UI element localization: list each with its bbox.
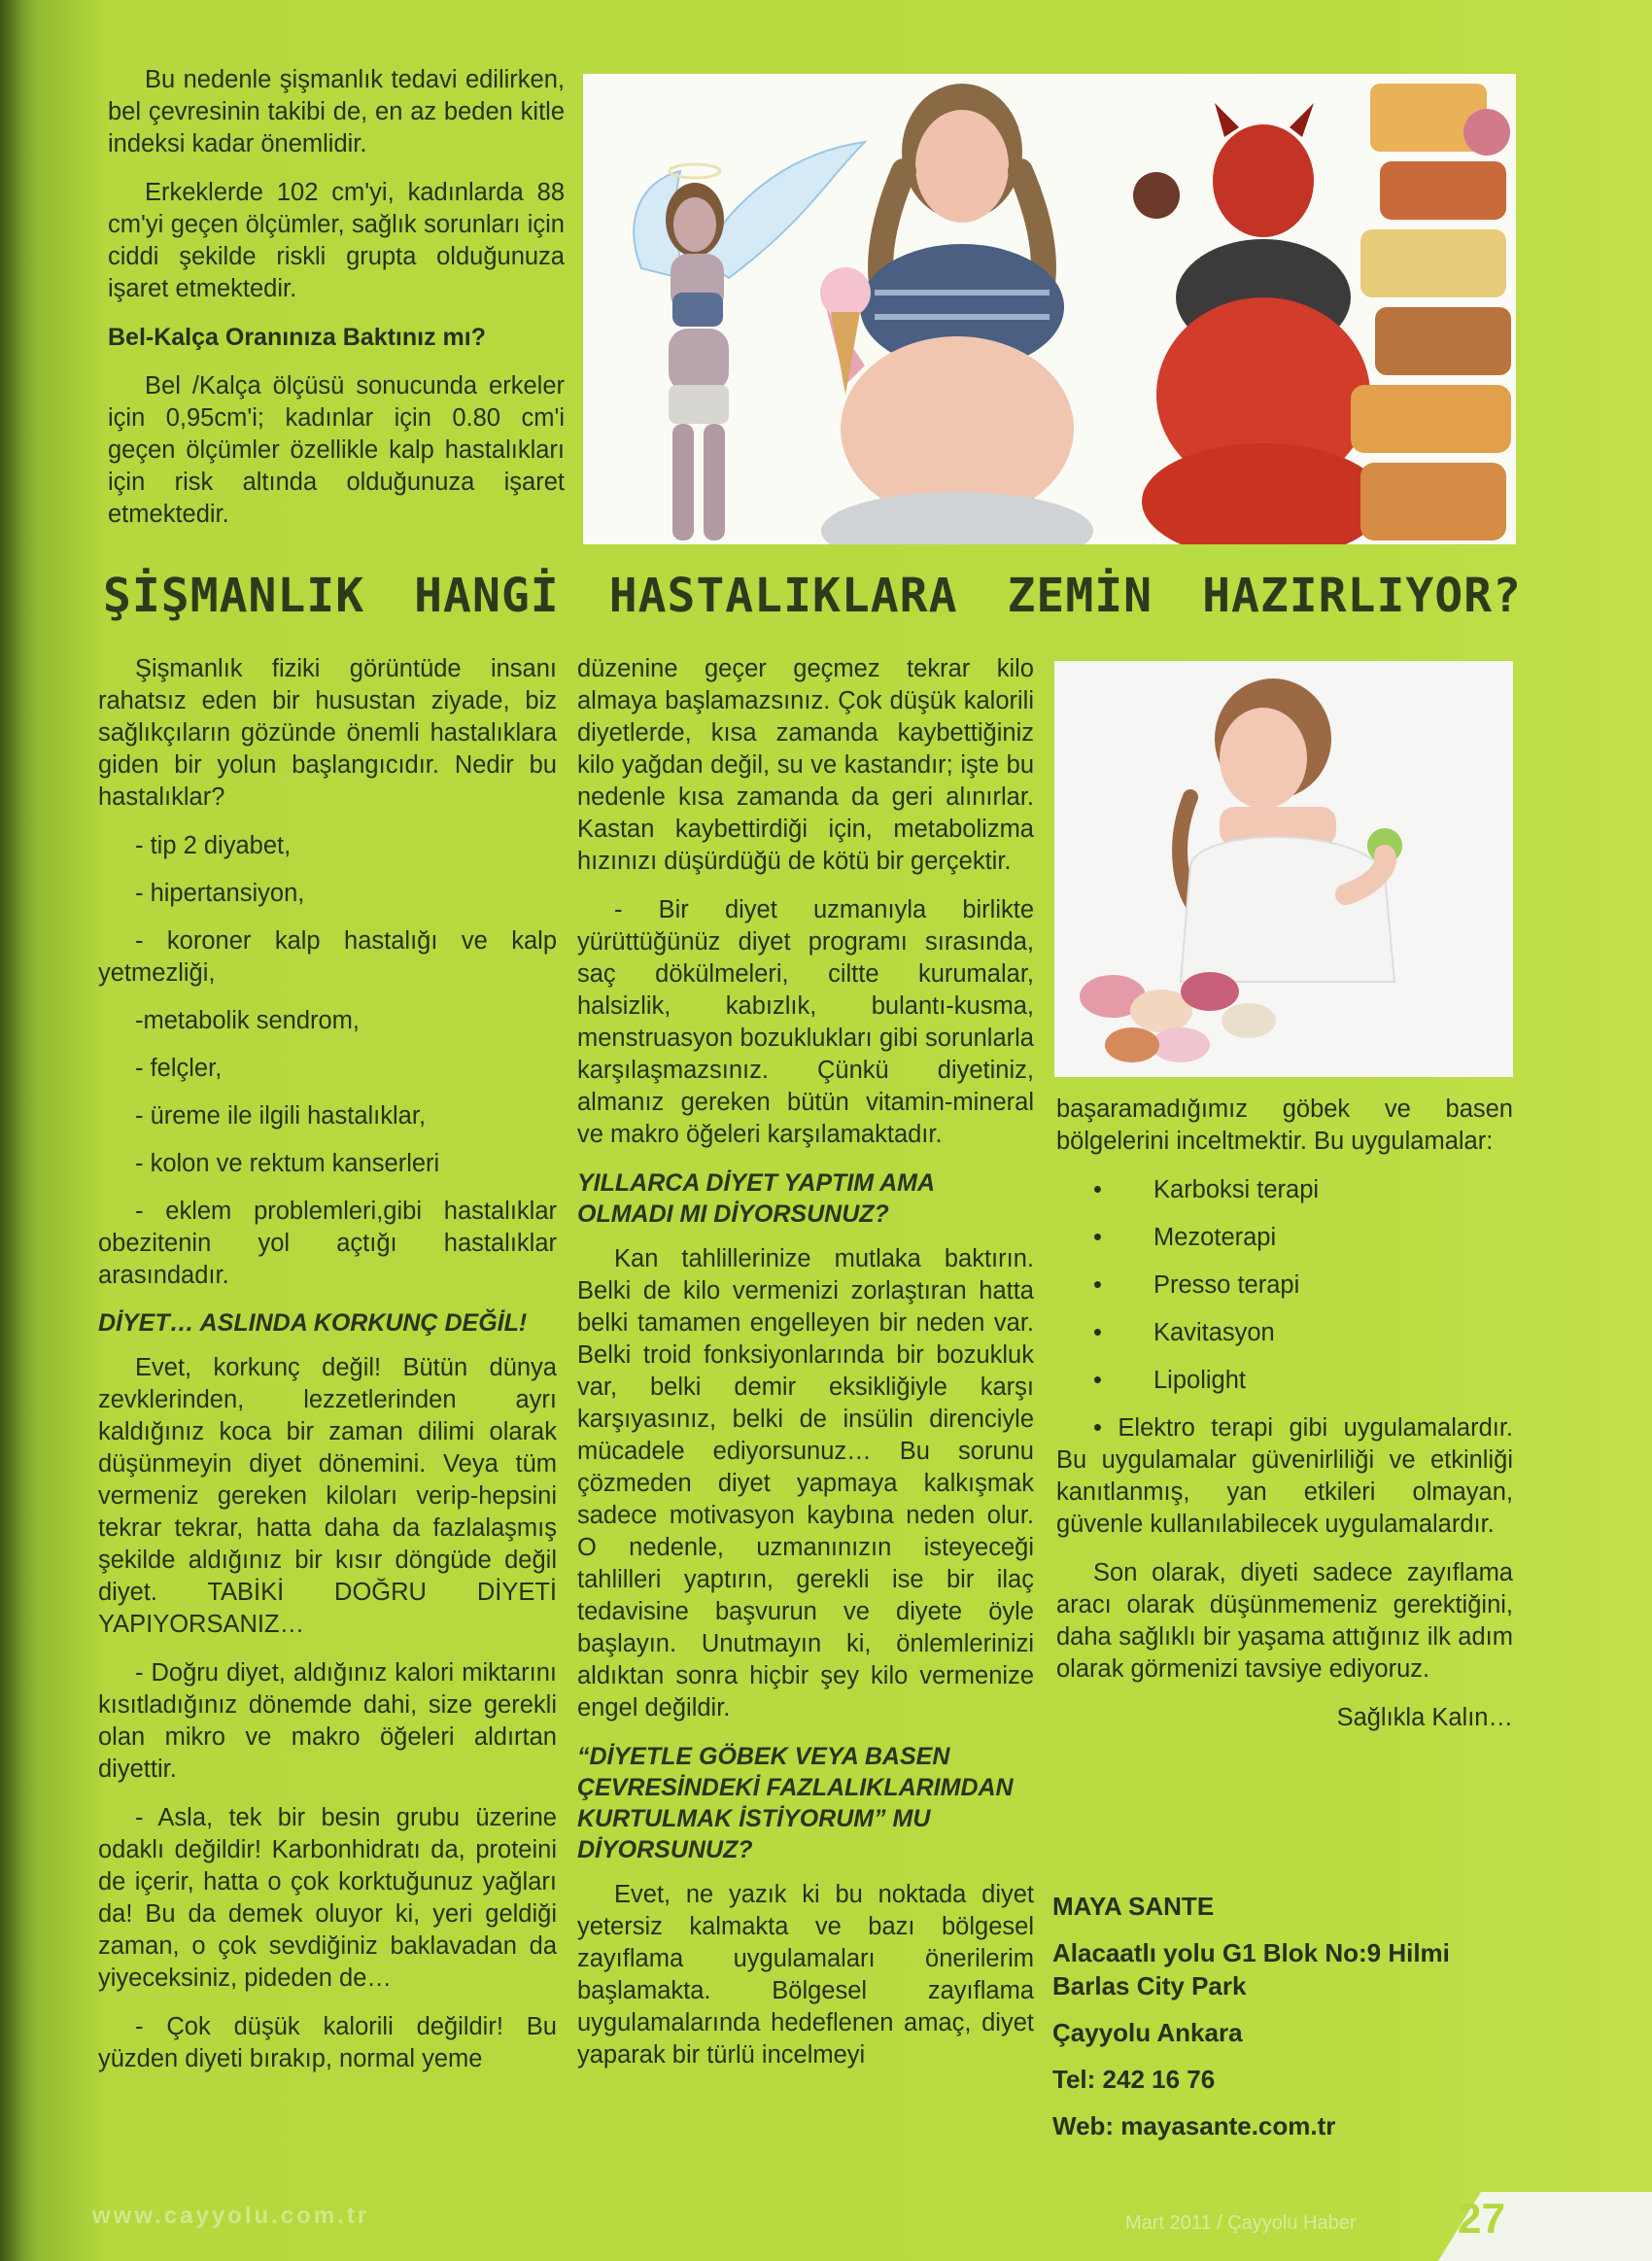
headline-word-4: ZEMİN [1007,569,1153,623]
disease-item: -metabolik sendrom, [135,1007,361,1034]
angel-devil-illustration-icon [583,74,1516,544]
col2-subheading-2: “DİYETLE GÖBEK VEYA BASEN ÇEVRESİNDEKİ FAZLALIKLARIMDAN KURTULMAK İSTİYORUM” MU DİYORSUNUZ? [577,1743,1014,1863]
treatment-item: • Mezoterapi [1056,1222,1513,1254]
treatment-list [1056,1174,1513,1397]
disease-item: - koroner kalp hastalığı ve kalp yetmezliği, [98,927,557,987]
intro-paragraph-1: Bu nedenle şişmanlık tedavi edilirken, bel çevresinin takibi de, en az beden kitle indeksi kadar önemlidir. [108,66,565,157]
column-1 [98,653,557,2092]
page-spine-shadow [0,0,25,2261]
intro-column [108,64,565,547]
woman-apple-photo-icon [1054,661,1513,1077]
col2-paragraph-2: - Bir diyet uzmanıyla birlikte yürüttüğünüz diyet programı sırasında, saç dökülmeleri, ciltte kurumalar, halsizlik, kabızlık, bulantı-kusma, menstruasyon bozuklukları gibi sorunlarla karşılaşmazsınız. Çünkü diyetiniz, almanız gereken bütün vitamin-mineral ve makro öğeleri karşılamaktadır. [577,896,1034,1148]
col3-paragraph-1: başaramadığımız göbek ve basen bölgelerini inceltmektir. Bu uygulamalar: [1056,1096,1513,1155]
headline-word-3: HASTALIKLARA [608,569,958,623]
website: Web: mayasante.com.tr [1052,2111,1336,2140]
column-2 [577,653,1034,2088]
headline-word-1: ŞİŞMANLIK [103,569,365,623]
col3-paragraph-2: • Elektro terapi gibi uygulamalardır. Bu uygulamalar güvenirliliği ve etkinliği kanıtlanmış, yan etkileri olmayan, güvenle kullanılabilecek uygulamalardır. [1056,1414,1513,1538]
headline-word-2: HANGİ [414,569,560,623]
apple-woman-photo [1054,661,1513,1077]
intro-paragraph-3: Bel /Kalça ölçüsü sonucunda erkeler için 0,95cm'i; kadınlar için 0.80 cm'i geçen ölçümler özellikle kalp hastalıkları için risk altında olduğunuza işaret etmektedir. [108,372,565,528]
disease-item: - tip 2 diyabet, [135,832,292,859]
col2-paragraph-4: Evet, ne yazık ki bu noktada diyet yetersiz kalmakta ve bazı bölgesel zayıflama uygulamaları önerilerim başlamakta. Bölgesel zayıflama uygulamalarında hedeflenen amaç, diyet yaparak bir türlü incelmeyi [577,1881,1034,2069]
treatment-item: • Karboksi terapi [1056,1174,1513,1206]
col2-paragraph-3: Kan tahlillerinize mutlaka baktırın. Belki de kilo vermenizi zorlaştıran hatta belki tamamen engelleyen bir neden var. Belki troid fonksiyonlarında bir bozukluk var, belki demir eksikliğiyle karşı karşıyasınız, belki de insülin direnciyle mücadele ediyorsunuz… Bu sorunu çözmeden diyet yapmaya kalkışmak sadece motivasyon kaybına neden olur. O nedenle, uzmanınızın isteyeceği tahlilleri yaptırın, gerekli ise bir ilaç tedavisine başvurun ve diyete öyle başlayın. Unutmayın ki, önlemlerinizi aldıktan sonra hiçbir şey kilo vermenize engel değildir. [577,1245,1034,1722]
column-3 [1056,1094,1513,1751]
col3-paragraph-3: Son olarak, diyeti sadece zayıflama aracı olarak düşünmemeniz gerektiğini, daha sağlıklı bir yaşama attığınız ilk adım olarak görmenizi tavsiye ediyoruz. [1056,1559,1513,1683]
footer-site: www.cayyolu.com.tr [92,2203,370,2229]
address-line-1: Alacaatlı yolu G1 Blok No:9 Hilmi Barlas City Park [1052,1938,1450,2000]
signoff: Sağlıkla Kalın… [1336,1704,1513,1731]
col1-intro: Şişmanlık fiziki görüntüde insanı rahatsız eden bir husustan ziyade, biz sağlıkçıların gözünde önemli hastalıklara giden bir yolun başlangıcıdır. Nedir bu hastalıklar? [98,655,557,811]
col1-paragraph-4: - Asla, tek bir besin grubu üzerine odaklı değildir! Karbonhidratı da, proteini de içerir, hatta o çok korktuğunuz yağları da! Bu da demek oluyor ki, yeri geldiği zaman, o çok sevdiğiniz baklavadan da yiyeceksiniz, pideden de… [98,1804,557,1992]
intro-paragraph-2: Erkeklerde 102 cm'yi, kadınlarda 88 cm'yi geçen ölçümler, sağlık sorunları için ciddi şekilde riskli grupta olduğunuza işaret etmektedir. [108,179,565,302]
headline-word-5: HAZIRLIYOR? [1202,569,1522,623]
disease-item: - üreme ile ilgili hastalıklar, [135,1102,427,1130]
treatment-item: • Kavitasyon [1056,1317,1513,1349]
treatment-item: • Presso terapi [1056,1270,1513,1302]
contact-block [1052,1890,1513,2156]
disease-item: - hipertansiyon, [135,880,305,907]
col2-paragraph-1: düzenine geçer geçmez tekrar kilo almaya başlamazsınız. Çok düşük kalorili diyetlerde, kısa zamanda kaybettiğiniz kilo yağdan değil, su ve kastandır; işte bu nedenle kısa zamanda da geri alınırlar. Kastan kaybettirdiği için, metabolizma hızınızı düşürdüğü de kötü bir gerçektir. [577,655,1034,875]
col1-paragraph-5: - Çok düşük kalorili değildir! Bu yüzden diyeti bırakıp, normal yeme [98,2013,557,2072]
col1-paragraph-3: - Doğru diyet, aldığınız kalori miktarını kısıtladığınız dönemde dahi, size gerekli olan mikro ve makro öğeleri aldırtan diyettir. [98,1659,557,1783]
main-headline [103,569,1522,623]
page-number: 27 [1458,2195,1505,2243]
disease-item: - felçler, [135,1055,223,1082]
treatment-item: • Lipolight [1056,1365,1513,1397]
col1-subheading: DİYET… ASLINDA KORKUNÇ DEĞİL! [98,1309,528,1337]
top-illustration [583,74,1516,544]
address-line-2: Çayyolu Ankara [1052,2018,1243,2047]
col2-subheading-1: YILLARCA DİYET YAPTIM AMA OLMADI MI DİYORSUNUZ? [577,1169,935,1228]
disease-item: - kolon ve rektum kanserleri [135,1150,440,1177]
phone: Tel: 242 16 76 [1052,2065,1216,2094]
company-name: MAYA SANTE [1052,1892,1215,1921]
bel-kalca-heading: Bel-Kalça Oranınıza Baktınız mı? [108,324,486,351]
col1-paragraph-2: Evet, korkunç değil! Bütün dünya zevklerinden, lezzetlerinden ayrı kaldığınız koca bir zaman dilimi olarak düşünmeyin diyet dönemini. Veya tüm vermeniz gereken kiloları verip-hepsini tekrar tekrar, hatta daha da fazlalaşmış şekilde aldığınız bir kısır döngüde değil diyet. TABİKİ DOĞRU DİYETİ YAPIYORSANIZ… [98,1354,557,1638]
disease-item: - eklem problemleri,gibi hastalıklar obezitenin yol açtığı hastalıklar arasındadır. [98,1198,557,1289]
footer-issue: Mart 2011 / Çayyolu Haber [1125,2212,1357,2234]
